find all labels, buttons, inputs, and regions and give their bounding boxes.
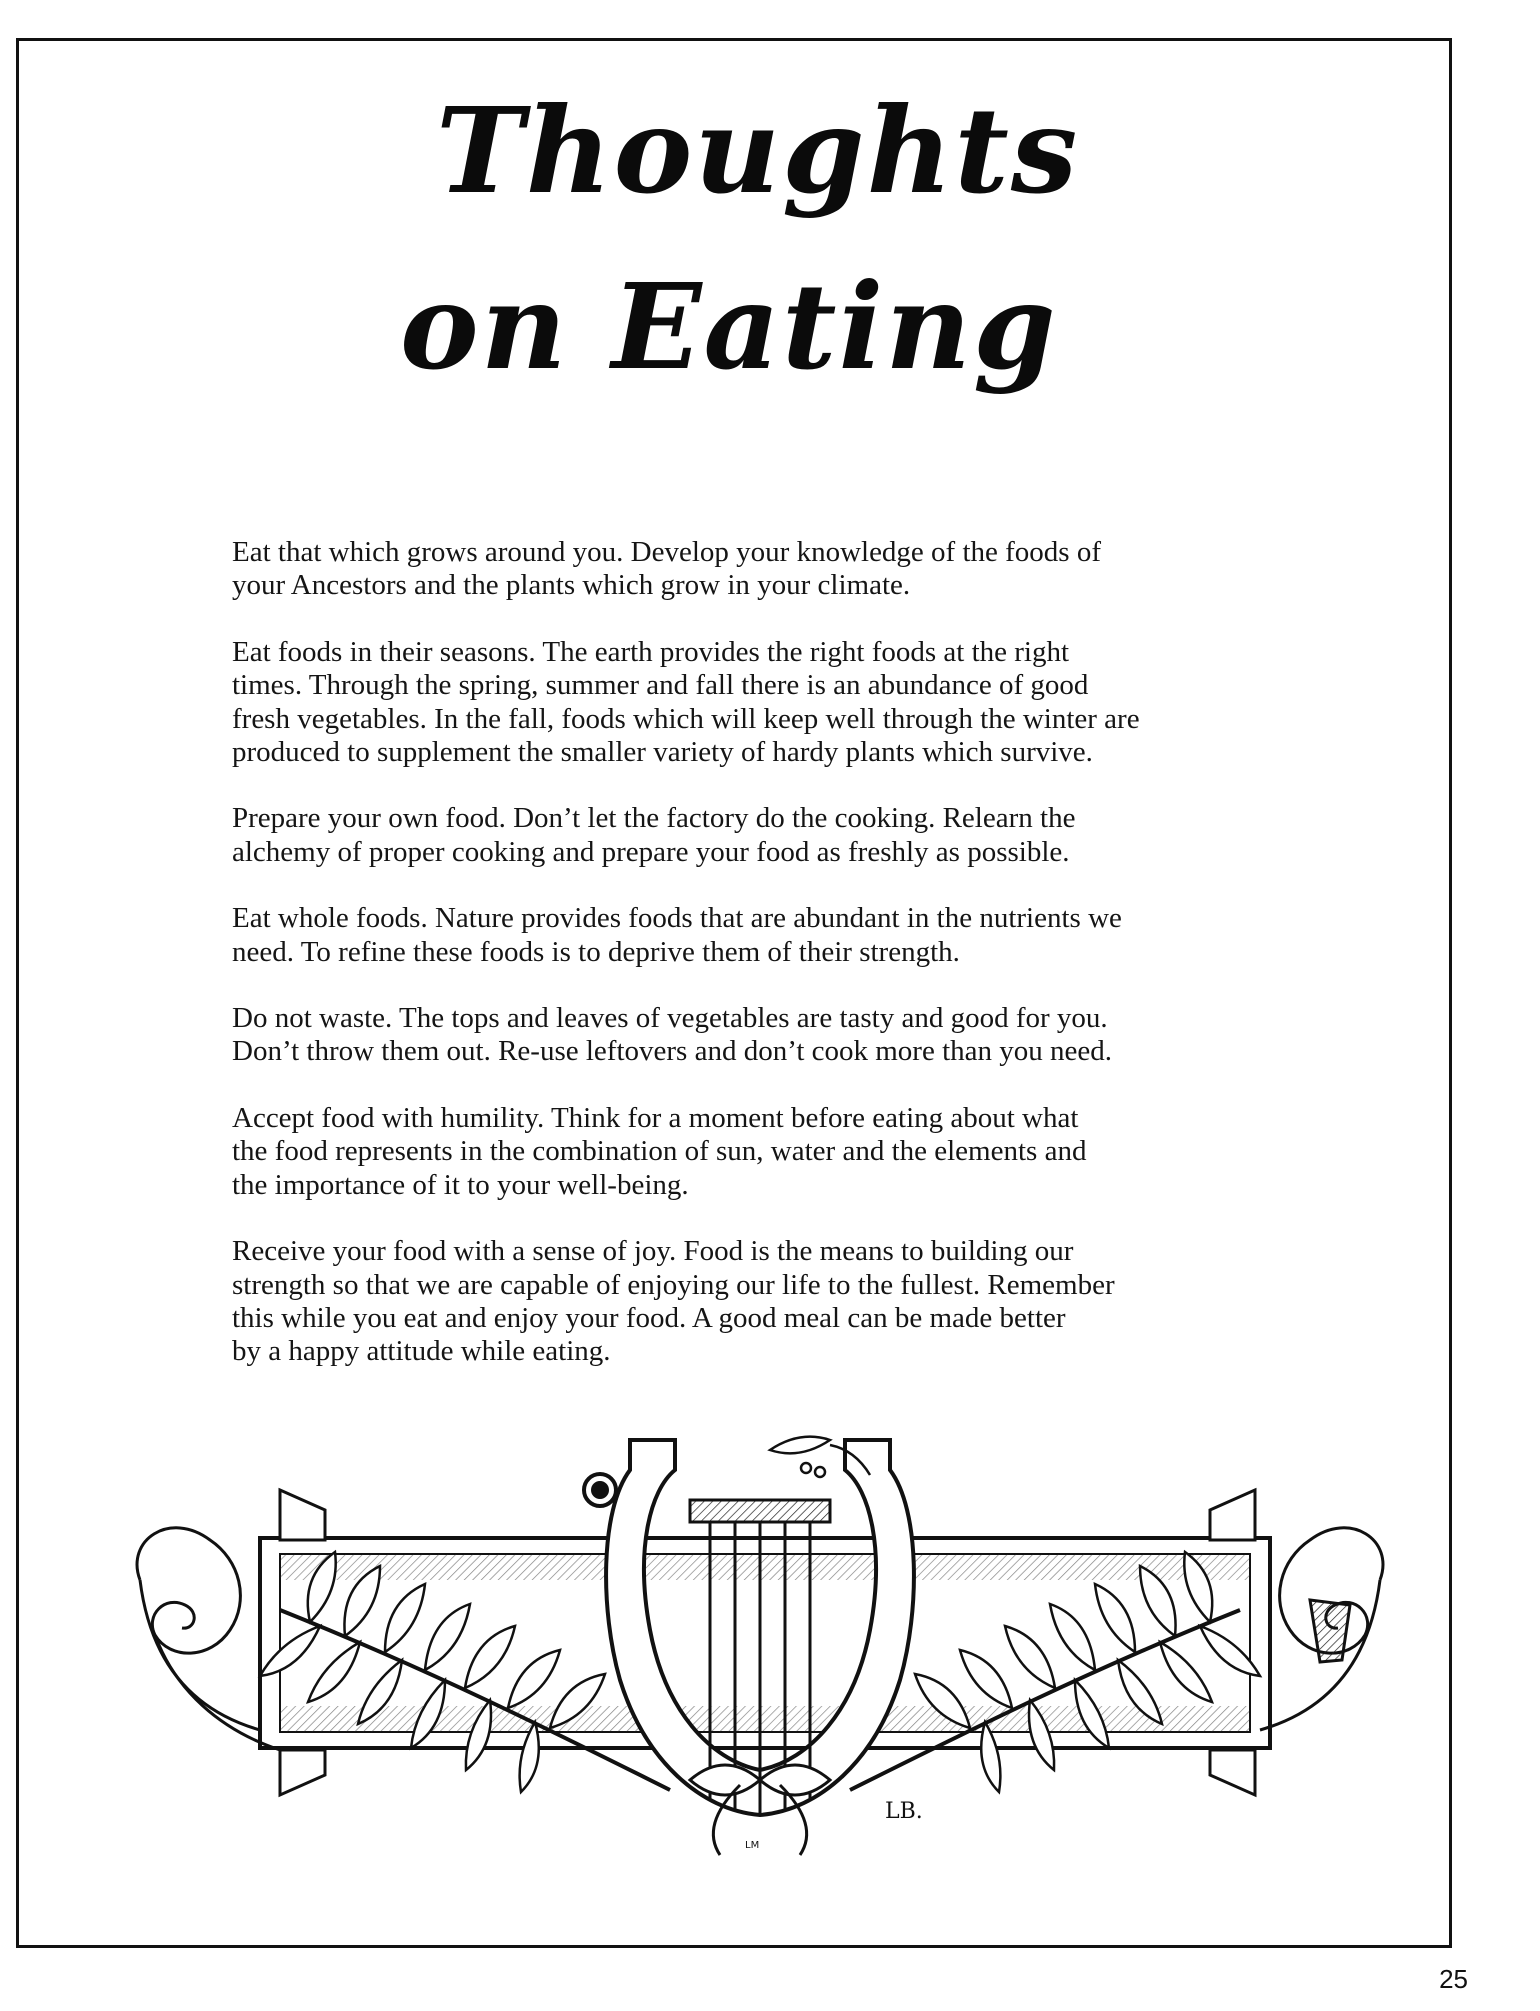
lyre-laurel-ornament xyxy=(130,1430,1390,1860)
title-block xyxy=(400,81,1160,396)
ornament-panel xyxy=(260,1490,1270,1795)
paragraph-humility: Accept food with humility. Think for a moment before eating about what the food represents in the combination of sun, water and the elements and the importance of it to your well-being. xyxy=(232,1101,1087,1201)
right-ribbon xyxy=(1260,1528,1383,1730)
paragraph-seasons: Eat foods in their seasons. The earth provides the right foods at the right times. Through the spring, summer and fall there is an abundance of good fresh vegetables. In the fall, foods which will keep well through the winter are produced to supplement the smaller variety of hardy plants which survive. xyxy=(232,635,1140,769)
paragraph-joy: Receive your food with a sense of joy. Food is the means to building our strength so that we are capable of enjoying our life to the fullest. Remember this while you eat and enjoy your food. A good meal can be made better by a happy attitude while eating. xyxy=(232,1235,1115,1368)
paragraph-grow-around: Eat that which grows around you. Develop your knowledge of the foods of your Ancestors and the plants which grow in your climate. xyxy=(232,536,1101,602)
ornament-initials: LM xyxy=(745,1840,760,1851)
paragraph-waste: Do not waste. The tops and leaves of vegetables are tasty and good for you. Don’t throw them out. Re-use leftovers and don’t cook more than you need. xyxy=(232,1002,1113,1068)
paragraph-prepare: Prepare your own food. Don’t let the factory do the cooking. Relearn the alchemy of proper cooking and prepare your food as freshly as possible. xyxy=(232,802,1076,868)
page-number: 25 xyxy=(1439,1964,1468,1994)
ornament-monogram: LB. xyxy=(885,1799,923,1824)
title-line-1: Thoughts xyxy=(436,81,1080,220)
title-line-2: on Eating xyxy=(400,257,1058,396)
article-body xyxy=(232,536,1272,1402)
paragraph-whole-foods: Eat whole foods. Nature provides foods that are abundant in the nutrients we need. To refine these foods is to deprive them of their strength. xyxy=(232,902,1122,968)
